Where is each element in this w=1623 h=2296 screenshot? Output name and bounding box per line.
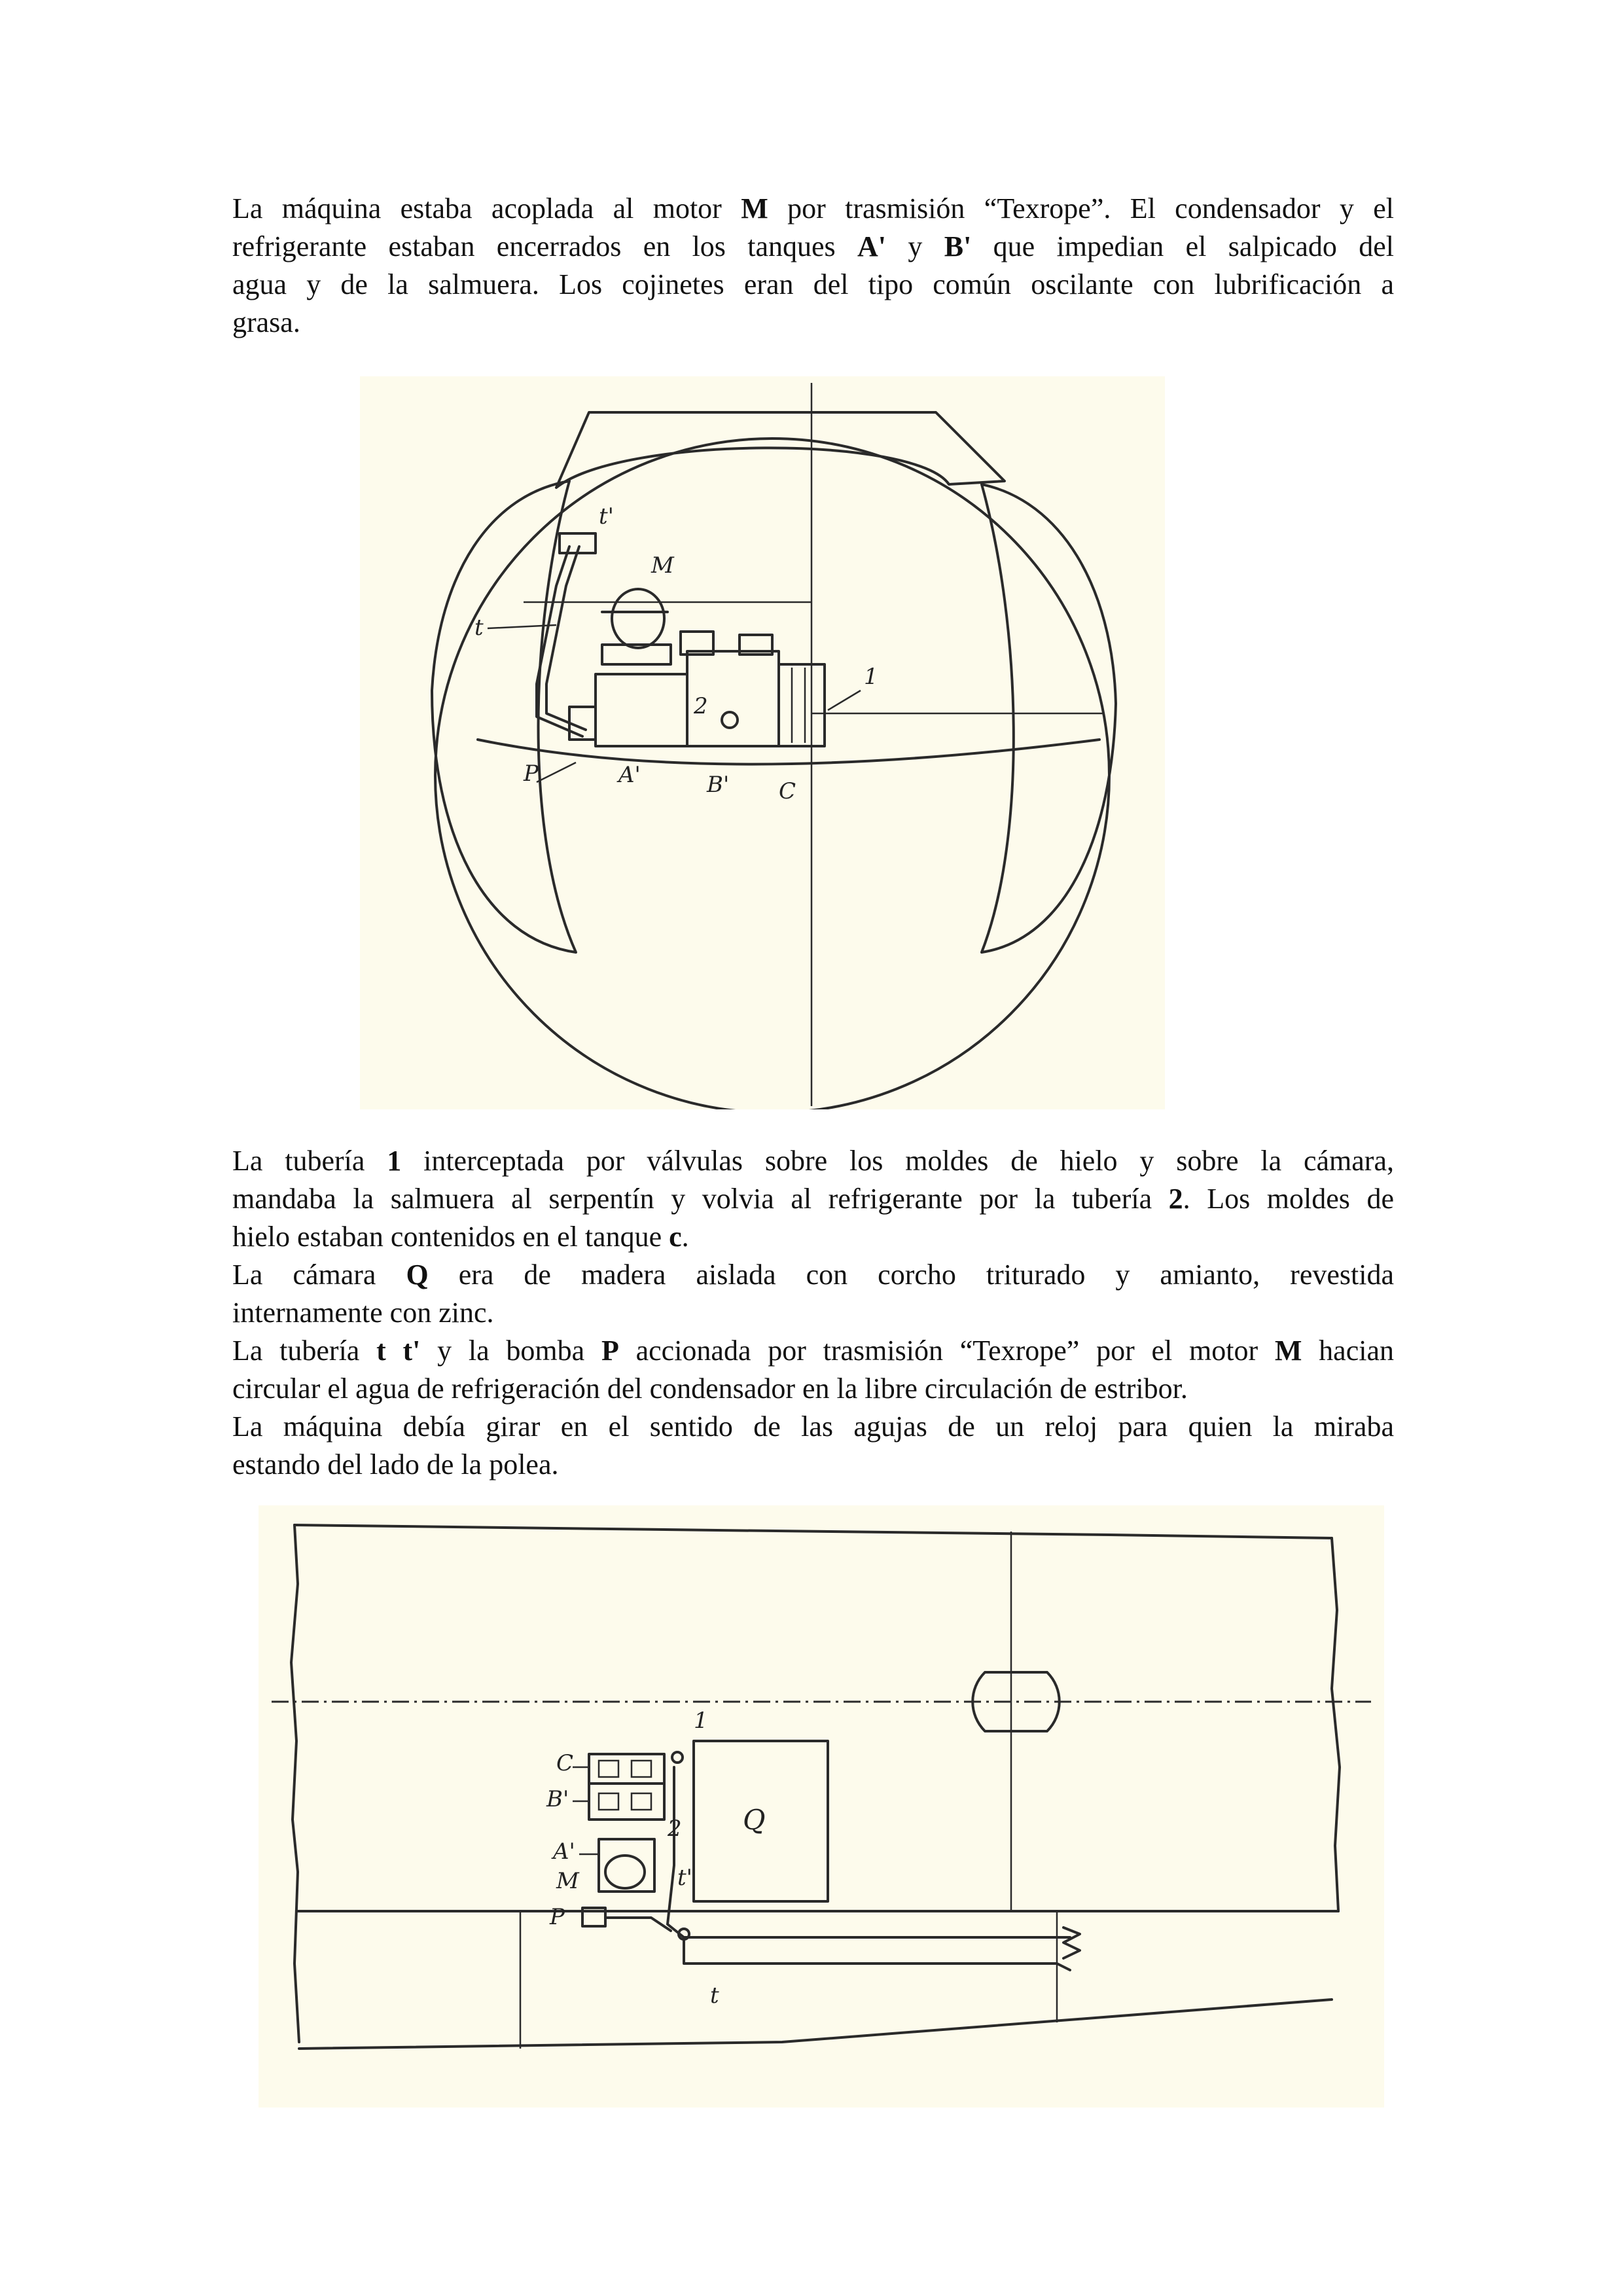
label-plan-m: M [556, 1868, 579, 1894]
paragraph-3-line-1: La cámara Q era de madera aislada con corcho triturado y amianto, revestida [232, 1259, 1394, 1291]
label-a-prime: A' [618, 762, 641, 788]
label-m: M [651, 552, 674, 579]
label-plan-q: Q [743, 1804, 766, 1836]
label-b-prime: B' [707, 772, 730, 798]
label-plan-1: 1 [694, 1708, 708, 1734]
paragraph-2-line-1: La tubería 1 interceptada por válvulas sobre los moldes de hielo y sobre la cámara, [232, 1145, 1394, 1177]
label-plan-c: C [556, 1750, 574, 1776]
label-plan-p: P [550, 1904, 565, 1930]
paragraph-2 [232, 1142, 1394, 1256]
label-t-prime: t' [599, 503, 615, 529]
paragraph-3 [232, 1256, 1394, 1332]
label-c: C [779, 778, 796, 804]
paragraph-1-line-1: La máquina estaba acoplada al motor M por trasmisión “Texrope”. El condensador y el [232, 192, 1395, 224]
paragraph-3-line-2: internamente con zinc. [232, 1297, 494, 1329]
label-p: P [524, 761, 539, 787]
paragraph-1-line-4: grasa. [232, 306, 300, 338]
paragraph-2-line-2: mandaba la salmuera al serpentín y volvia al refrigerante por la tubería 2. Los moldes de [232, 1183, 1394, 1215]
label-t: t [474, 615, 484, 641]
label-plan-t-prime: t' [677, 1865, 693, 1891]
paragraph-4 [232, 1332, 1394, 1408]
figure-2-plan-view [259, 1505, 1384, 2108]
label-plan-a-prime: A' [553, 1839, 575, 1865]
paragraph-1-line-3: agua y de la salmuera. Los cojinetes eran del tipo común oscilante con lubrificación a [232, 268, 1394, 300]
paragraph-4-line-1: La tubería t t' y la bomba P accionada por trasmisión “Texrope” por el motor M hacian [232, 1335, 1394, 1367]
label-2: 2 [694, 693, 708, 719]
paragraph-5 [232, 1408, 1394, 1484]
paragraph-4-line-2: circular el agua de refrigeración del condensador en la libre circulación de estribor. [232, 1372, 1188, 1405]
label-plan-t: t [710, 1982, 719, 2009]
paragraph-2-line-3: hielo estaban contenidos en el tanque c. [232, 1221, 689, 1253]
figure-1-background [360, 376, 1165, 1109]
label-1: 1 [864, 664, 878, 690]
paragraph-5-line-1: La máquina debía girar en el sentido de las agujas de un reloj para quien la miraba [232, 1410, 1394, 1443]
figure-2-background [259, 1505, 1384, 2108]
paragraph-1 [232, 190, 1394, 342]
figure-1-cross-section [360, 376, 1165, 1109]
paragraph-5-line-2: estando del lado de la polea. [232, 1448, 559, 1480]
paragraph-1-line-2: refrigerante estaban encerrados en los tanques A' y B' que impedian el salpicado del [232, 230, 1394, 262]
label-plan-2: 2 [668, 1816, 682, 1842]
label-plan-b-prime: B' [546, 1786, 569, 1812]
